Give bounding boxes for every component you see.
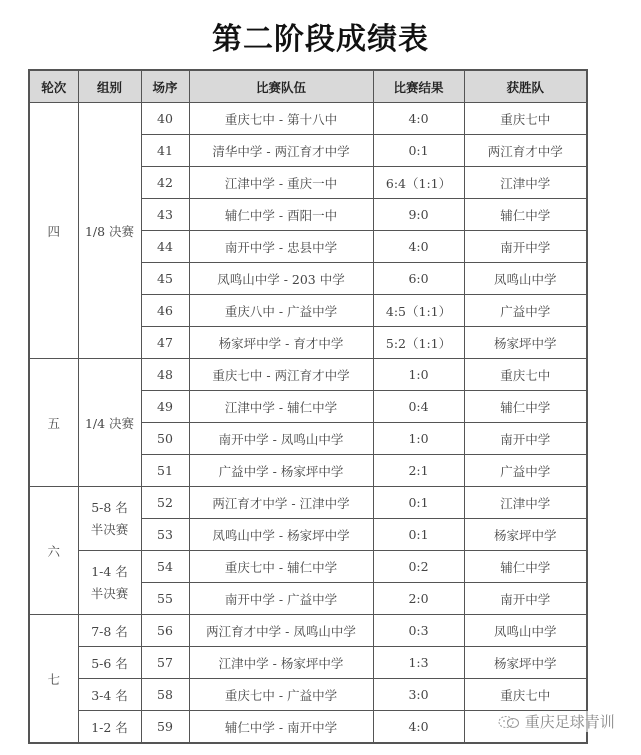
group-label-line2: 半决赛 — [90, 521, 129, 537]
match-teams: 清华中学 - 两江育才中学 — [189, 135, 373, 167]
match-winner: 杨家坪中学 — [464, 327, 587, 359]
match-result: 6:4（1:1） — [373, 167, 464, 199]
match-teams: 辅仁中学 - 南开中学 — [189, 711, 373, 744]
group-cell: 1-2 名 — [78, 711, 141, 744]
match-no: 45 — [141, 263, 189, 295]
match-no: 52 — [141, 487, 189, 519]
match-no: 41 — [141, 135, 189, 167]
table-row — [29, 551, 587, 583]
match-teams: 重庆七中 - 广益中学 — [189, 679, 373, 711]
match-result: 2:1 — [373, 455, 464, 487]
match-teams: 江津中学 - 杨家坪中学 — [189, 647, 373, 679]
match-no: 49 — [141, 391, 189, 423]
match-no: 51 — [141, 455, 189, 487]
match-teams: 凤鸣山中学 - 杨家坪中学 — [189, 519, 373, 551]
table-row — [29, 647, 587, 679]
match-result: 4:0 — [373, 231, 464, 263]
match-result: 0:4 — [373, 391, 464, 423]
match-winner: 江津中学 — [464, 167, 587, 199]
match-no: 43 — [141, 199, 189, 231]
match-result: 1:0 — [373, 359, 464, 391]
match-no: 48 — [141, 359, 189, 391]
match-no: 46 — [141, 295, 189, 327]
match-teams: 杨家坪中学 - 育才中学 — [189, 327, 373, 359]
results-table — [28, 69, 588, 744]
match-winner: 重庆七中 — [464, 359, 587, 391]
group-label-line2: 半决赛 — [90, 585, 129, 601]
match-result: 1:0 — [373, 423, 464, 455]
match-result: 6:0 — [373, 263, 464, 295]
header-winner: 获胜队 — [464, 70, 587, 103]
match-result: 9:0 — [373, 199, 464, 231]
group-cell — [78, 551, 141, 615]
page-title: 第二阶段成绩表 — [212, 22, 429, 57]
match-teams: 江津中学 - 辅仁中学 — [189, 391, 373, 423]
match-winner: 重庆七中 — [464, 679, 587, 711]
match-winner: 重庆七中 — [464, 103, 587, 135]
group-cell: 5-6 名 — [78, 647, 141, 679]
match-no: 54 — [141, 551, 189, 583]
match-winner: 辅仁中学 — [464, 199, 587, 231]
match-result: 4:5（1:1） — [373, 295, 464, 327]
match-no: 58 — [141, 679, 189, 711]
table-header-row — [29, 70, 587, 103]
header-group: 组别 — [78, 70, 141, 103]
header-match-no: 场序 — [141, 70, 189, 103]
header-teams: 比赛队伍 — [189, 70, 373, 103]
match-teams: 辅仁中学 - 酉阳一中 — [189, 199, 373, 231]
wechat-icon — [498, 715, 520, 729]
match-winner: 杨家坪中学 — [464, 519, 587, 551]
match-winner: 南开中学 — [464, 583, 587, 615]
match-winner: 江津中学 — [464, 487, 587, 519]
table-row — [29, 103, 587, 135]
match-teams: 重庆八中 - 广益中学 — [189, 295, 373, 327]
match-no: 57 — [141, 647, 189, 679]
match-no: 59 — [141, 711, 189, 744]
round-cell: 五 — [29, 359, 78, 487]
match-teams: 重庆七中 - 辅仁中学 — [189, 551, 373, 583]
match-result: 2:0 — [373, 583, 464, 615]
match-teams: 南开中学 - 广益中学 — [189, 583, 373, 615]
match-teams: 南开中学 - 凤鸣山中学 — [189, 423, 373, 455]
match-no: 44 — [141, 231, 189, 263]
match-no: 53 — [141, 519, 189, 551]
group-cell: 1/4 决赛 — [78, 359, 141, 487]
match-teams: 两江育才中学 - 凤鸣山中学 — [189, 615, 373, 647]
match-teams: 凤鸣山中学 - 203 中学 — [189, 263, 373, 295]
match-result: 5:2（1:1） — [373, 327, 464, 359]
match-result: 1:3 — [373, 647, 464, 679]
match-winner: 广益中学 — [464, 455, 587, 487]
match-result: 0:1 — [373, 519, 464, 551]
match-result: 4:0 — [373, 103, 464, 135]
match-no: 55 — [141, 583, 189, 615]
group-label-line1: 1-4 名 — [91, 564, 128, 580]
match-teams: 江津中学 - 重庆一中 — [189, 167, 373, 199]
match-no: 50 — [141, 423, 189, 455]
match-result: 0:1 — [373, 135, 464, 167]
match-winner: 南开中学 — [464, 231, 587, 263]
match-result: 0:2 — [373, 551, 464, 583]
match-winner: 两江育才中学 — [464, 135, 587, 167]
table-row — [29, 615, 587, 647]
group-cell: 1/8 决赛 — [78, 103, 141, 359]
match-result: 0:1 — [373, 487, 464, 519]
match-winner: 广益中学 — [464, 295, 587, 327]
round-cell: 四 — [29, 103, 78, 359]
header-result: 比赛结果 — [373, 70, 464, 103]
match-no: 56 — [141, 615, 189, 647]
match-winner: 凤鸣山中学 — [464, 263, 587, 295]
group-cell: 3-4 名 — [78, 679, 141, 711]
match-winner: 凤鸣山中学 — [464, 615, 587, 647]
match-teams: 两江育才中学 - 江津中学 — [189, 487, 373, 519]
match-no: 40 — [141, 103, 189, 135]
match-winner: 辅仁中学 — [464, 551, 587, 583]
match-winner: 南开中学 — [464, 423, 587, 455]
watermark — [498, 711, 615, 732]
group-cell — [78, 487, 141, 551]
match-teams: 南开中学 - 忠县中学 — [189, 231, 373, 263]
round-cell: 六 — [29, 487, 78, 615]
match-result: 4:0 — [373, 711, 464, 744]
table-row — [29, 679, 587, 711]
header-round: 轮次 — [29, 70, 78, 103]
table-row — [29, 487, 587, 519]
group-cell: 7-8 名 — [78, 615, 141, 647]
match-no: 42 — [141, 167, 189, 199]
match-teams: 广益中学 - 杨家坪中学 — [189, 455, 373, 487]
match-result: 3:0 — [373, 679, 464, 711]
match-no: 47 — [141, 327, 189, 359]
match-teams: 重庆七中 - 两江育才中学 — [189, 359, 373, 391]
match-winner: 辅仁中学 — [464, 391, 587, 423]
watermark-text: 重庆足球青训 — [524, 713, 615, 731]
group-label-line1: 5-8 名 — [91, 500, 128, 516]
match-result: 0:3 — [373, 615, 464, 647]
match-winner: 杨家坪中学 — [464, 647, 587, 679]
round-cell: 七 — [29, 615, 78, 744]
table-row — [29, 359, 587, 391]
match-teams: 重庆七中 - 第十八中 — [189, 103, 373, 135]
